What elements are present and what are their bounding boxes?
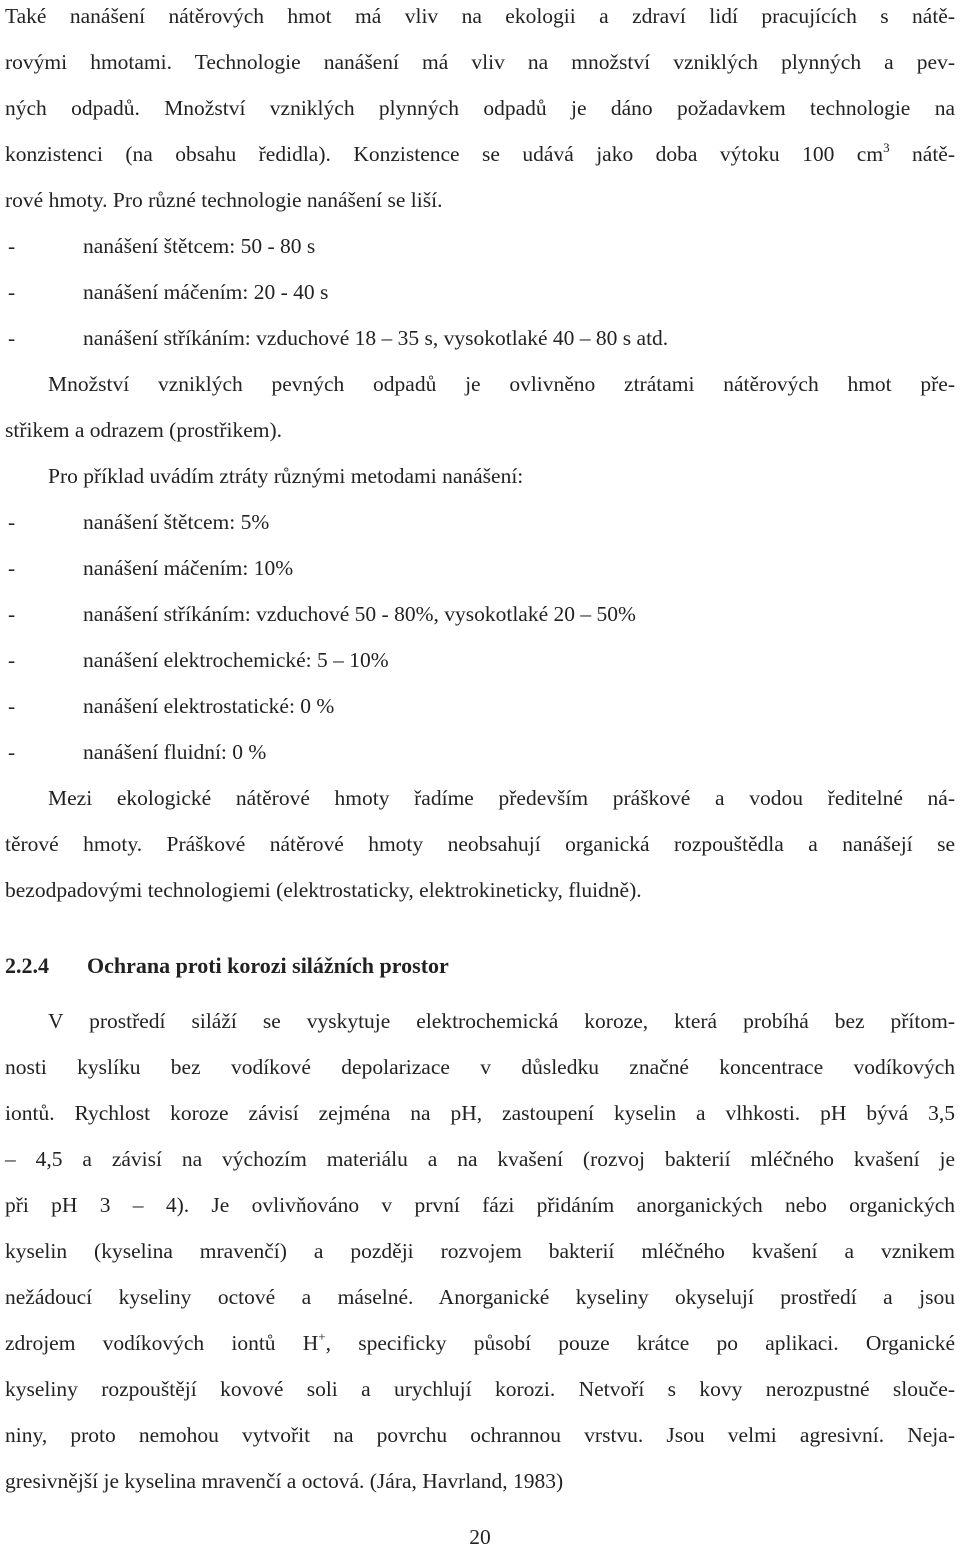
list-marker: - [8, 510, 16, 534]
body-text-line: střikem a odrazem (prostřikem). [5, 418, 283, 442]
body-text-line: ných odpadů. Množství vzniklých plynných odpadů je dáno požadavkem technologie na [5, 96, 955, 120]
superscript-exponent: 3 [883, 140, 890, 155]
list-item: nanášení fluidní: 0 % [83, 740, 267, 764]
list-item: nanášení máčením: 10% [83, 556, 294, 580]
list-marker: - [8, 602, 16, 626]
list-marker: - [8, 694, 16, 718]
body-text-line: těrové hmoty. Práškové nátěrové hmoty neobsahují organická rozpouštědla a nanášejí se [5, 832, 955, 856]
body-text-line: Mezi ekologické nátěrové hmoty řadíme především práškové a vodou ředitelné ná- [48, 786, 955, 810]
body-text-line: při pH 3 – 4). Je ovlivňováno v první fázi přidáním anorganických nebo organických [5, 1193, 955, 1217]
body-text-span: konzistenci (na obsahu ředidla). Konzistence se udává jako doba výtoku 100 cm [5, 142, 884, 166]
list-marker: - [8, 280, 16, 304]
body-text-line: V prostředí siláží se vyskytuje elektrochemická koroze, která probíhá bez přítom- [48, 1009, 955, 1033]
body-text-line: gresivnější je kyselina mravenčí a octová. (Jára, Havrland, 1983) [5, 1469, 564, 1493]
section-heading [5, 955, 449, 977]
body-text-line: Množství vzniklých pevných odpadů je ovlivněno ztrátami nátěrových hmot pře- [48, 372, 955, 396]
body-text-span: zdrojem vodíkových iontů H [5, 1331, 319, 1355]
body-text-line: kyseliny rozpouštějí kovové soli a urychlují korozi. Netvoří s kovy nerozpustné slouče- [5, 1377, 955, 1401]
list-item: nanášení elektrochemické: 5 – 10% [83, 648, 389, 672]
section-title: Ochrana proti korozi silážních prostor [87, 953, 449, 978]
list-marker: - [8, 556, 16, 580]
list-item: nanášení stříkáním: vzduchové 18 – 35 s, vysokotlaké 40 – 80 s atd. [83, 326, 669, 350]
body-text-line: bezodpadovými technologiemi (elektrostaticky, elektrokineticky, fluidně). [5, 878, 642, 902]
body-text-line: niny, proto nemohou vytvořit na povrchu ochrannou vrstvu. Jsou velmi agresivní. Neja- [5, 1423, 955, 1447]
body-text-line [5, 140, 956, 166]
body-text-line: iontů. Rychlost koroze závisí zejména na pH, zastoupení kyselin a vlhkosti. pH bývá 3,5 [5, 1101, 955, 1125]
list-item: nanášení máčením: 20 - 40 s [83, 280, 329, 304]
list-item: nanášení štětcem: 5% [83, 510, 270, 534]
list-marker: - [8, 740, 16, 764]
superscript-charge: + [318, 1329, 326, 1344]
body-text-line: kyselin (kyselina mravenčí) a později rozvojem bakterií mléčného kvašení a vznikem [5, 1239, 955, 1263]
body-text-line: Také nanášení nátěrových hmot má vliv na ekologii a zdraví lidí pracujících s nátě- [5, 4, 955, 28]
list-item: nanášení štětcem: 50 - 80 s [83, 234, 316, 258]
body-text-line: rové hmoty. Pro různé technologie nanášení se liší. [5, 188, 443, 212]
body-text-line: nežádoucí kyseliny octové a máselné. Anorganické kyseliny okyselují prostředí a jsou [5, 1285, 955, 1309]
body-text-line: Pro příklad uvádím ztráty různými metodami nanášení: [48, 464, 524, 488]
list-marker: - [8, 648, 16, 672]
body-text-line: rovými hmotami. Technologie nanášení má vliv na množství vzniklých plynných a pev- [5, 50, 955, 74]
body-text-line: nosti kyslíku bez vodíkové depolarizace v důsledku značné koncentrace vodíkových [5, 1055, 955, 1079]
list-item: nanášení stříkáním: vzduchové 50 - 80%, vysokotlaké 20 – 50% [83, 602, 636, 626]
body-text-line [5, 1329, 955, 1355]
section-number: 2.2.4 [5, 953, 49, 978]
list-marker: - [8, 234, 16, 258]
list-item: nanášení elektrostatické: 0 % [83, 694, 335, 718]
list-marker: - [8, 326, 16, 350]
body-text-span: nátě- [889, 142, 956, 166]
body-text-span: , specificky působí pouze krátce po aplikaci. Organické [325, 1331, 955, 1355]
page-number: 20 [469, 1525, 491, 1549]
body-text-line: – 4,5 a závisí na výchozím materiálu a na kvašení (rozvoj bakterií mléčného kvašení je [5, 1147, 955, 1171]
